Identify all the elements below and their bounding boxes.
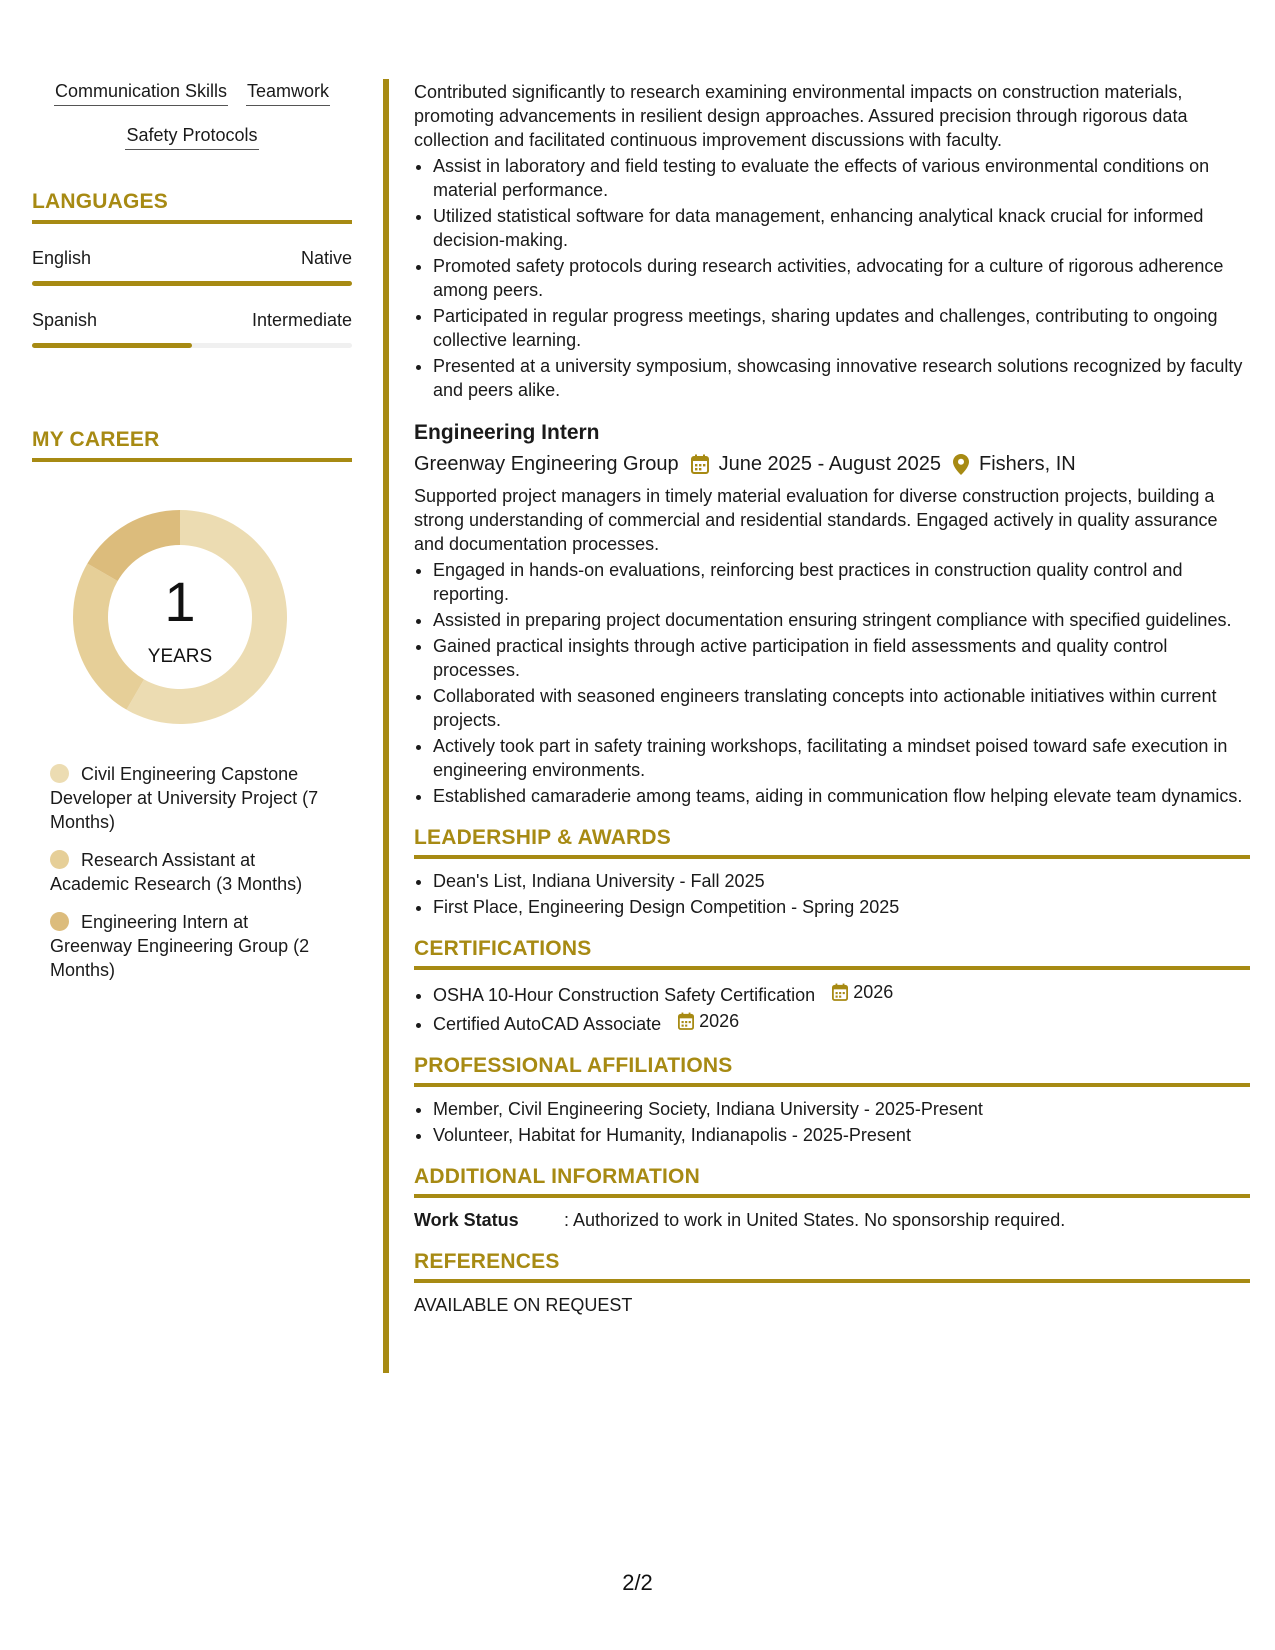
job-title: Engineering Intern <box>414 421 600 444</box>
list-item: • Presented at a university symposium, showcasing innovative research solutions recognized by faculty and peers alike. <box>433 354 1250 402</box>
language-bar <box>32 281 352 286</box>
legend-item <box>50 762 325 834</box>
list-item: • Actively took part in safety training workshops, facilitating a mindset poised toward safe execution in engineering environments. <box>433 734 1250 782</box>
left-column <box>32 82 352 996</box>
certifications-section <box>414 937 1250 1036</box>
calendar-icon <box>832 983 848 1001</box>
list-item: • Promoted safety protocols during research activities, advocating for a culture of rigorous adherence among peers. <box>433 254 1250 302</box>
references-section <box>414 1250 1250 1317</box>
list-item: • Collaborated with seasoned engineers translating concepts into actionable initiatives within current projects. <box>433 684 1250 732</box>
list-item: • Volunteer, Habitat for Humanity, Indianapolis - 2025-Present <box>433 1123 1250 1147</box>
calendar-icon <box>678 1012 694 1030</box>
info-value: : Authorized to work in United States. No sponsorship required. <box>564 1210 1066 1230</box>
skills-list <box>32 82 352 150</box>
job-bullets <box>414 154 1250 402</box>
skill-tag: Communication Skills <box>54 82 228 106</box>
legend-dot <box>50 912 69 931</box>
legend-label: Research Assistant at Academic Research (3 Months) <box>50 850 303 894</box>
certification-year: 2026 <box>699 1011 740 1031</box>
job-company: Greenway Engineering Group <box>414 453 679 475</box>
certification-name: OSHA 10-Hour Construction Safety Certification <box>433 985 816 1005</box>
list-item: • Engaged in hands-on evaluations, reinforcing best practices in construction quality control and reporting. <box>433 558 1250 606</box>
job-summary: Supported project managers in timely material evaluation for diverse construction projects, building a strong understanding of commercial and residential standards. Engaged actively in quality assurance and documentation processes. <box>414 486 1218 554</box>
job-summary: Contributed significantly to research examining environmental impacts on construction materials, promoting advancements in resilient design approaches. Assured precision through rigorous data collection and facilitated continuous improvement discussions with faculty. <box>414 82 1188 150</box>
list-item: • Utilized statistical software for data management, enhancing analytical knack crucial for informed decision-making. <box>433 204 1250 252</box>
legend-label: Engineering Intern at Greenway Engineering Group (2 Months) <box>50 912 310 980</box>
column-divider <box>383 79 389 1373</box>
list-item: • Gained practical insights through active participation in field assessments and quality control processes. <box>433 634 1250 682</box>
legend-dot <box>50 850 69 869</box>
location-pin-icon <box>953 454 969 475</box>
language-item <box>32 310 352 348</box>
list-item: • Participated in regular progress meetings, sharing updates and challenges, contributing to ongoing collective learning. <box>433 304 1250 352</box>
certification-year: 2026 <box>853 982 894 1002</box>
language-bar-fill <box>32 281 352 286</box>
references-heading: REFERENCES <box>414 1250 1250 1283</box>
language-name: English <box>32 248 92 268</box>
language-item <box>32 248 352 286</box>
job-location: Fishers, IN <box>979 453 1076 475</box>
additional-info-heading: ADDITIONAL INFORMATION <box>414 1165 1250 1198</box>
skill-tag: Teamwork <box>246 82 330 106</box>
awards-heading: LEADERSHIP & AWARDS <box>414 826 1250 859</box>
certifications-heading: CERTIFICATIONS <box>414 937 1250 970</box>
language-name: Spanish <box>32 310 98 330</box>
additional-info-section <box>414 1165 1250 1232</box>
job-dates: June 2025 - August 2025 <box>718 453 942 475</box>
affiliations-section <box>414 1054 1250 1147</box>
job-bullets <box>414 558 1250 808</box>
list-item: • Established camaraderie among teams, aiding in communication flow helping elevate team dynamics. <box>433 784 1250 808</box>
info-key: Work Status <box>414 1210 519 1230</box>
languages-heading: LANGUAGES <box>32 190 352 224</box>
list-item: • First Place, Engineering Design Competition - Spring 2025 <box>433 895 1250 919</box>
list-item: • Member, Civil Engineering Society, Indiana University - 2025-Present <box>433 1097 1250 1121</box>
awards-section <box>414 826 1250 919</box>
page-number: 2/2 <box>622 1570 653 1595</box>
affiliations-heading: PROFESSIONAL AFFILIATIONS <box>414 1054 1250 1087</box>
career-legend <box>50 762 325 982</box>
career-donut-chart <box>65 502 295 732</box>
certification-name: Certified AutoCAD Associate <box>433 1014 662 1034</box>
language-level: Native <box>300 248 352 268</box>
list-item: • Assisted in preparing project documentation ensuring stringent compliance with specified guidelines. <box>433 608 1250 632</box>
language-bar <box>32 343 352 348</box>
job-meta <box>414 452 1250 476</box>
language-level: Intermediate <box>251 310 352 330</box>
references-text: AVAILABLE ON REQUEST <box>414 1295 633 1315</box>
legend-item <box>50 910 325 982</box>
legend-label: Civil Engineering Capstone Developer at University Project (7 Months) <box>50 764 319 832</box>
list-item: • Assist in laboratory and field testing to evaluate the effects of various environmental conditions on material performance. <box>433 154 1250 202</box>
legend-item <box>50 848 325 896</box>
legend-dot <box>50 764 69 783</box>
career-total-unit: YEARS <box>147 646 213 667</box>
list-item <box>433 1009 1250 1036</box>
career-total-years: 1 <box>164 570 196 633</box>
language-bar-fill <box>32 343 192 348</box>
list-item <box>433 980 1250 1007</box>
list-item: • Dean's List, Indiana University - Fall 2025 <box>433 869 1250 893</box>
skill-tag: Safety Protocols <box>125 126 258 150</box>
calendar-icon <box>691 454 709 474</box>
career-heading: MY CAREER <box>32 428 352 462</box>
right-column <box>414 80 1250 1317</box>
